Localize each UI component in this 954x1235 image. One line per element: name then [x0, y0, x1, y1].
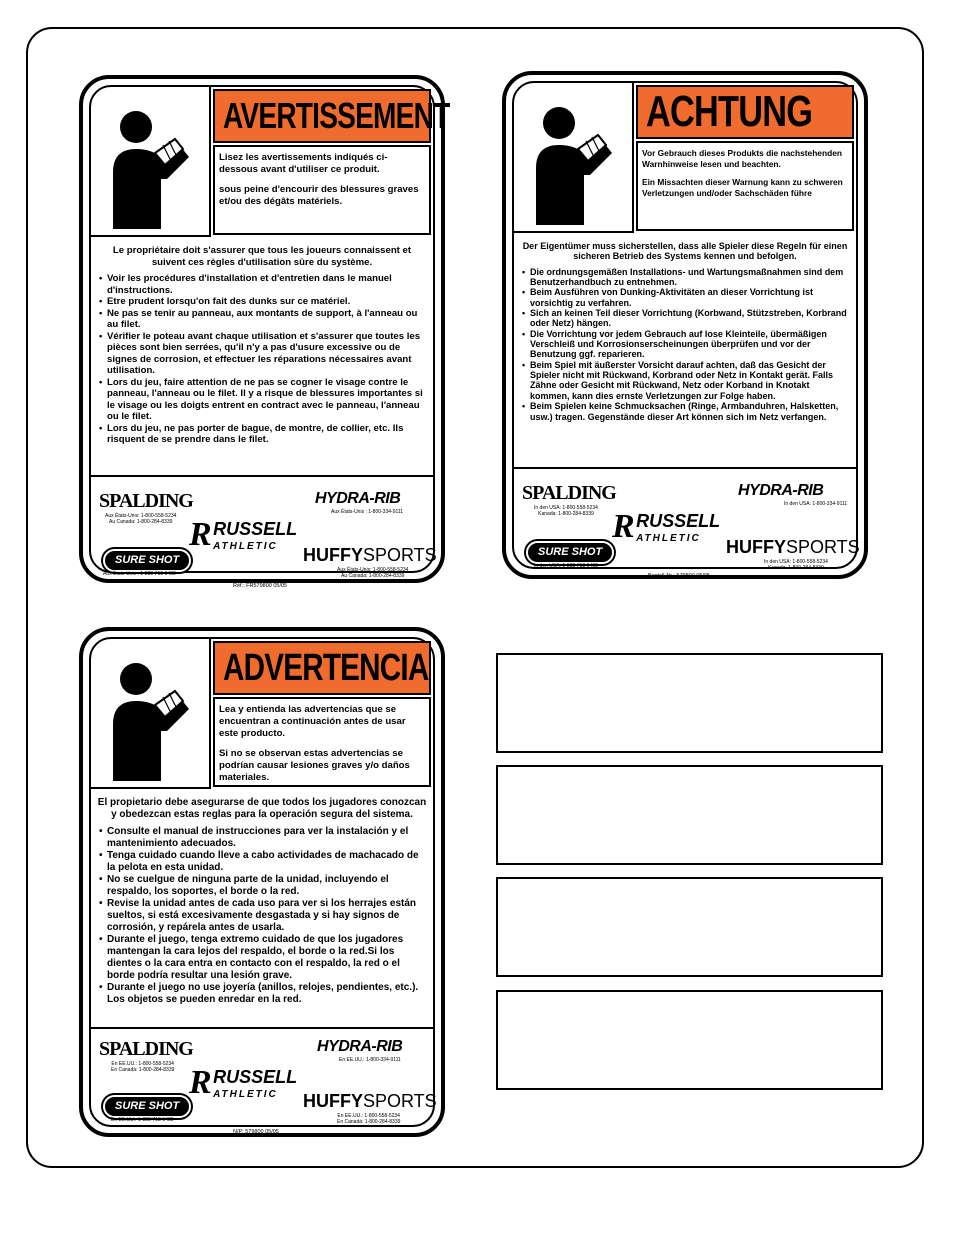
intro-box	[636, 141, 854, 231]
intro-line: Lisez les avertissements indiqués ci-dessous avant d'utiliser ce produit.	[219, 152, 388, 175]
intro-line: Ein Missachten dieser Warnung kann zu schweren Verletzungen und/oder Sachschäden führe	[642, 177, 843, 198]
empty-box	[496, 765, 883, 865]
intro-box	[213, 145, 431, 235]
rules-box	[514, 233, 856, 469]
hydra-rib-logo: HYDRA-RIB	[317, 1038, 403, 1055]
list-item: • Die Vorrichtung vor jedem Gebrauch auf lose Kleinteile, übermäßigen Verschleiß und Korrosionserscheinungen überprüfen und vor der Benutzung ggf. reparieren.	[520, 329, 850, 360]
read-manual-icon	[91, 87, 211, 237]
sure-shot-logo: SURE SHOT	[103, 1095, 191, 1118]
warning-label-french	[79, 75, 450, 589]
hydra-rib-logo: HYDRA-RIB	[738, 482, 824, 499]
sports-text: SPORTS	[363, 1091, 437, 1111]
intro-box	[213, 697, 431, 787]
rules-lead: Der Eigentümer muss sicherstellen, dass alle Spieler diese Regeln für einen sicheren Betrieb des Systems kennen und befolgen.	[522, 241, 848, 262]
empty-box	[496, 877, 883, 977]
spalding-logo: SPALDING	[99, 490, 193, 512]
intro-line: sous peine d'encourir des blessures graves et/ou des dégâts matériels.	[219, 183, 419, 207]
rules-box	[91, 789, 433, 1029]
list-item: • Die ordnungsgemäßen Installations- und Wartungsmaßnahmen sind dem Benutzerhandbuch zu entnehmen.	[520, 267, 850, 288]
part-number: N/P: 579800 05/05	[233, 1129, 279, 1135]
empty-box	[496, 653, 883, 753]
huffy-text: HUFFY	[303, 545, 363, 565]
huffy-phone: In den USA: 1-800-558-5234 Kanada: 1-800-284-8339	[764, 559, 828, 571]
intro-line: Lea y entienda las advertencias que se encuentran a continuación antes de usar este producto.	[219, 704, 406, 739]
russell-text: RUSSELL	[636, 511, 721, 531]
warning-banner	[636, 85, 854, 139]
part-number: Réf.: FR579800 05/05	[233, 583, 288, 589]
list-item: • Voir les procédures d'installation et d'entretien dans le manuel d'instructions.	[97, 273, 427, 296]
rules-lead: Le propriétaire doit s'assurer que tous les joueurs connaissent et suivent ces règles d'utilisation sûre du système.	[112, 245, 412, 268]
list-item: • Beim Spiel mit äußerster Vorsicht darauf achten, daß das Gesicht der Spieler nicht mit Rückwand, Korbrand oder Netz in Kontakt gerät. Falls Zähne oder Gesicht mit Rückwand, Netz oder Korband in Knotakt kommen, kann dies ernste Verletzungen zur Folge haben.	[520, 360, 850, 401]
sure-shot-phone: Aux États-Unis : 1-888-713-5488	[103, 571, 176, 577]
spalding-phone: In den USA: 1-800-558-5234 Kanada: 1-800-284-8339	[534, 505, 598, 517]
warning-banner	[213, 641, 431, 695]
list-item: • Revise la unidad antes de cada uso para ver si los herrajes están sueltos, si está excesivamente desgastada y si hay signos de corrosión, y repárela antes de usarla.	[97, 898, 427, 934]
list-item: • Ne pas se tenir au panneau, aux montants de support, à l'anneau ou au filet.	[97, 308, 427, 331]
intro-line: Vor Gebrauch dieses Produkts die nachstehenden Warnhinweise lesen und beachten.	[642, 148, 842, 169]
spalding-logo: SPALDING	[522, 482, 616, 504]
brand-logos	[91, 479, 437, 589]
rules-lead: El propietario debe asegurarse de que todos los jugadores conozcan y obedezcan estas reglas para la operación segura del sistema.	[97, 797, 427, 820]
read-manual-icon	[91, 639, 211, 789]
warning-label-german	[502, 71, 868, 579]
huffy-phone: Aux États-Unis: 1-800-558-5234 Au Canada: 1-800-284-8339	[337, 567, 409, 579]
list-item: • Lors du jeu, faire attention de ne pas se cogner le visage contre le panneau, l'anneau ou le filet. Il y a risque de blessures importantes si le visage ou les doigts entrent en contract avec le panneau, l'anneau ou le filet.	[97, 377, 427, 423]
huffy-sports-logo	[303, 1091, 437, 1113]
warning-label-spanish	[79, 627, 445, 1137]
list-item: • Durante el juego no use joyería (anillos, relojes, pendientes, etc.). Los objetos se pueden enredar en la red.	[97, 982, 427, 1006]
sports-text: SPORTS	[363, 545, 437, 565]
intro-line: Si no se observan estas advertencias se podrían causar lesiones graves y/o daños materiales.	[219, 747, 410, 783]
russell-athletic-logo: R RUSSELL ATHLETIC	[189, 516, 298, 553]
russell-text: RUSSELL	[213, 519, 298, 539]
athletic-text: ATHLETIC	[213, 540, 278, 552]
brand-logos	[91, 1031, 437, 1135]
russell-athletic-logo: R RUSSELL ATHLETIC	[612, 508, 721, 545]
huffy-phone: En EE.UU.: 1-800-558-5234 En Canadá: 1-800-284-8339	[337, 1113, 401, 1125]
athletic-text: ATHLETIC	[213, 1088, 278, 1100]
hydra-rib-phone: En EE.UU.: 1-800-334-9111	[339, 1057, 401, 1063]
athletic-text: ATHLETIC	[636, 532, 701, 544]
empty-box	[496, 990, 883, 1090]
read-manual-icon	[514, 83, 634, 233]
list-item: • Tenga cuidado cuando lleve a cabo actividades de machacado de la pelota en esta unidad.	[97, 850, 427, 874]
huffy-text: HUFFY	[726, 537, 786, 557]
banner-text: ADVERTENCIA	[223, 646, 429, 689]
hydra-rib-logo: HYDRA-RIB	[315, 490, 401, 507]
list-item: • Etre prudent lorsqu'on fait des dunks sur ce matériel.	[97, 296, 427, 308]
list-item: • Consulte el manual de instrucciones para ver la instalación y el mantenimiento adecuados.	[97, 826, 427, 850]
spalding-phone: Aux États-Unis: 1-800-558-5234 Au Canada: 1-800-284-8339	[105, 513, 177, 525]
banner-text: ACHTUNG	[646, 87, 813, 136]
sure-shot-phone: In den USA: 1-888-713-5488	[534, 563, 598, 569]
russell-athletic-logo: R RUSSELL ATHLETIC	[189, 1064, 298, 1101]
list-item: • Lors du jeu, ne pas porter de bague, de montre, de collier, etc. Ils risquent de se prendre dans le filet.	[97, 423, 427, 446]
rules-box	[91, 237, 433, 477]
brand-logos	[514, 471, 860, 579]
list-item: • Sich an keinen Teil dieser Vorrichtung (Korbwand, Stützstreben, Korbrand oder Netz) hängen.	[520, 308, 850, 329]
list-item: • No se cuelgue de ninguna parte de la unidad, incluyendo el respaldo, los soportes, el borde o la red.	[97, 874, 427, 898]
list-item: • Vérifier le poteau avant chaque utilisation et s'assurer que toutes les pièces sont bien serrées, qu'il n'y a pas d'usure excessive ou de signes de corrosion, et effectuer les réparations nécessaires avant utilisation.	[97, 331, 427, 377]
label-inner	[89, 85, 450, 589]
huffy-sports-logo	[303, 545, 437, 567]
rules-list	[97, 826, 427, 1006]
list-item: • Durante el juego, tenga extremo cuidado de que los jugadores mantengan la cara lejos del respaldo, el borde o la red.Si los dientes o la cara entra en contacto con el respaldo, la red o el borde podría resultar una lesión grave.	[97, 934, 427, 982]
list-item: • Beim Spielen keine Schmucksachen (Ringe, Armbanduhren, Halsketten, usw.) tragen. Gegenstände dieser Art können sich im Netz verfangen.	[520, 401, 850, 422]
huffy-sports-logo	[726, 537, 860, 559]
sports-text: SPORTS	[786, 537, 860, 557]
hydra-rib-phone: Aux États-Unis : 1-800-334-9111	[331, 509, 404, 515]
warning-banner	[213, 89, 450, 143]
sure-shot-phone: En EE.UU.: 1-888-713-5488	[111, 1117, 174, 1123]
sure-shot-logo: SURE SHOT	[103, 549, 191, 572]
sure-shot-logo: SURE SHOT	[526, 541, 614, 564]
rules-list	[520, 267, 850, 422]
label-inner	[89, 637, 437, 1135]
list-item: • Beim Ausführen von Dunking-Aktivitäten an dieser Vorrichtung ist vorsichtig zu verfahren.	[520, 287, 850, 308]
huffy-text: HUFFY	[303, 1091, 363, 1111]
hydra-rib-phone: In den USA: 1-800-334-9111	[784, 501, 848, 507]
spalding-phone: En EE.UU.: 1-800-558-5234 En Canadá: 1-800-284-8339	[111, 1061, 175, 1073]
part-number: Bestell-Nr.: 579800 05/05	[648, 573, 711, 579]
banner-text: AVERTISSEMENT	[223, 95, 450, 136]
spalding-logo: SPALDING	[99, 1038, 193, 1060]
label-inner	[512, 81, 860, 579]
rules-list	[97, 273, 427, 446]
russell-text: RUSSELL	[213, 1067, 298, 1087]
